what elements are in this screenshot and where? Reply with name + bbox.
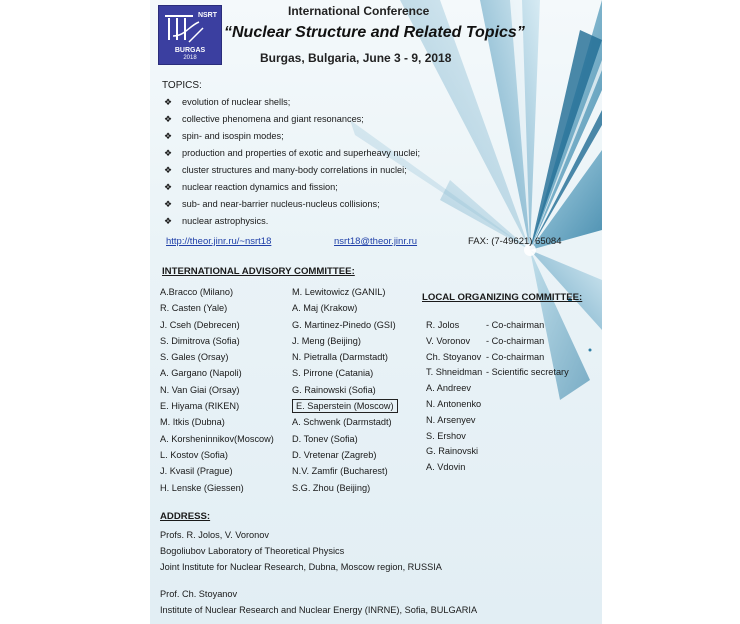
bullet-icon: ❖	[164, 131, 173, 141]
committee-member: R. Casten (Yale)	[160, 303, 228, 314]
committee-member: G. Martinez-Pinedo (GSI)	[292, 319, 396, 330]
page-title: “Nuclear Structure and Related Topics”	[224, 24, 525, 41]
bullet-icon: ❖	[164, 182, 173, 192]
local-member: Ch. Stoyanov - Co-chairman	[426, 351, 545, 362]
bullet-icon: ❖	[164, 165, 173, 175]
committee-member: S. Pirrone (Catania)	[292, 368, 374, 379]
address-block-1	[160, 527, 442, 575]
topic-item: ❖ nuclear reaction dynamics and fission;	[164, 182, 338, 192]
committee-member: S.G. Zhou (Beijing)	[292, 482, 371, 493]
bullet-icon: ❖	[164, 97, 173, 107]
address-line: Prof. Ch. Stoyanov	[160, 589, 238, 599]
email-link[interactable]: nsrt18@theor.jinr.ru	[334, 236, 418, 247]
committee-member: S. Gales (Orsay)	[160, 352, 229, 363]
local-member: A. Vdovin	[426, 462, 466, 473]
local-member: V. Voronov - Co-chairman	[426, 335, 545, 346]
committee-member: A. Gargano (Napoli)	[160, 368, 242, 379]
bullet-icon: ❖	[164, 199, 173, 209]
local-member: T. Shneidman - Scientific secretary	[426, 367, 569, 378]
local-member: N. Antonenko	[426, 398, 482, 409]
address-line: Joint Institute for Nuclear Research, Dubna, Moscow region, RUSSIA	[160, 562, 442, 572]
address-heading: ADDRESS:	[160, 511, 211, 522]
topic-item: ❖ nuclear astrophysics.	[164, 216, 269, 226]
topics-heading: TOPICS:	[162, 80, 202, 91]
highlighted-member: E. Saperstein (Moscow)	[292, 399, 398, 413]
topic-item: ❖ sub- and near-barrier nucleus-nucleus collisions;	[164, 199, 380, 209]
advisory-column-1	[160, 284, 274, 496]
committee-member: A. Korsheninnikov(Moscow)	[160, 433, 274, 444]
logo-city: BURGAS	[174, 47, 206, 54]
committee-member: A. Maj (Krakow)	[292, 303, 358, 314]
advisory-column-2	[292, 284, 398, 496]
committee-member: M. Itkis (Dubna)	[160, 417, 225, 428]
address-line: Bogoliubov Laboratory of Theoretical Physics	[160, 546, 345, 556]
committee-member: N. Van Giai (Orsay)	[160, 384, 240, 395]
fax-number: FAX: (7-49621) 65084	[468, 236, 562, 247]
committee-member: D. Tonev (Sofia)	[292, 433, 358, 444]
committee-member: E. Hiyama (RIKEN)	[160, 401, 240, 412]
nsrt-logo	[158, 5, 222, 65]
committee-member: A.Bracco (Milano)	[160, 287, 234, 297]
local-committee-heading: LOCAL ORGANIZING COMMITTEE:	[422, 292, 583, 303]
bullet-icon: ❖	[164, 114, 173, 124]
bullet-icon: ❖	[164, 216, 173, 226]
committee-member: J. Meng (Beijing)	[292, 335, 361, 346]
committee-member: G. Rainowski (Sofia)	[292, 384, 376, 395]
local-member: R. Jolos - Co-chairman	[426, 320, 545, 330]
topic-item: ❖ collective phenomena and giant resonances;	[164, 114, 364, 124]
advisory-committee-heading: INTERNATIONAL ADVISORY COMMITTEE:	[162, 266, 355, 277]
local-member: A. Andreev	[426, 383, 471, 394]
committee-member: S. Dimitrova (Sofia)	[160, 335, 240, 346]
logo-org: NSRT	[197, 12, 217, 19]
local-member: S. Ershov	[426, 430, 466, 441]
topic-item: ❖ production and properties of exotic and superheavy nuclei;	[164, 148, 421, 158]
logo-year: 2018	[183, 55, 197, 61]
conference-poster	[150, 0, 602, 624]
header-line3: Burgas, Bulgaria, June 3 - 9, 2018	[260, 51, 452, 65]
committee-member: D. Vretenar (Zagreb)	[292, 449, 377, 460]
address-line: Profs. R. Jolos, V. Voronov	[160, 530, 269, 540]
committee-member: M. Lewitowicz (GANIL)	[292, 287, 386, 297]
bullet-icon: ❖	[164, 148, 173, 158]
address-line: Institute of Nuclear Research and Nuclear Energy (INRNE), Sofia, BULGARIA	[160, 605, 478, 615]
committee-member: J. Cseh (Debrecen)	[160, 319, 240, 330]
website-link[interactable]: http://theor.jinr.ru/~nsrt18	[166, 236, 272, 247]
topic-item: ❖ evolution of nuclear shells;	[164, 97, 291, 107]
local-committee-list	[426, 318, 569, 476]
committee-member: N. Pietralla (Darmstadt)	[292, 352, 388, 363]
address-block-2	[160, 586, 477, 618]
local-member: N. Arsenyev	[426, 414, 476, 425]
committee-member: L. Kostov (Sofia)	[160, 449, 228, 460]
local-member: G. Rainovski	[426, 446, 479, 457]
topic-item: ❖ cluster structures and many-body correlations in nuclei;	[164, 165, 407, 175]
committee-member: A. Schwenk (Darmstadt)	[292, 417, 392, 428]
committee-member: J. Kvasil (Prague)	[160, 466, 233, 477]
committee-member: N.V. Zamfir (Bucharest)	[292, 466, 388, 477]
topic-item: ❖ spin- and isospin modes;	[164, 131, 284, 141]
header-line1: International Conference	[288, 4, 430, 18]
committee-member: H. Lenske (Giessen)	[160, 482, 244, 493]
